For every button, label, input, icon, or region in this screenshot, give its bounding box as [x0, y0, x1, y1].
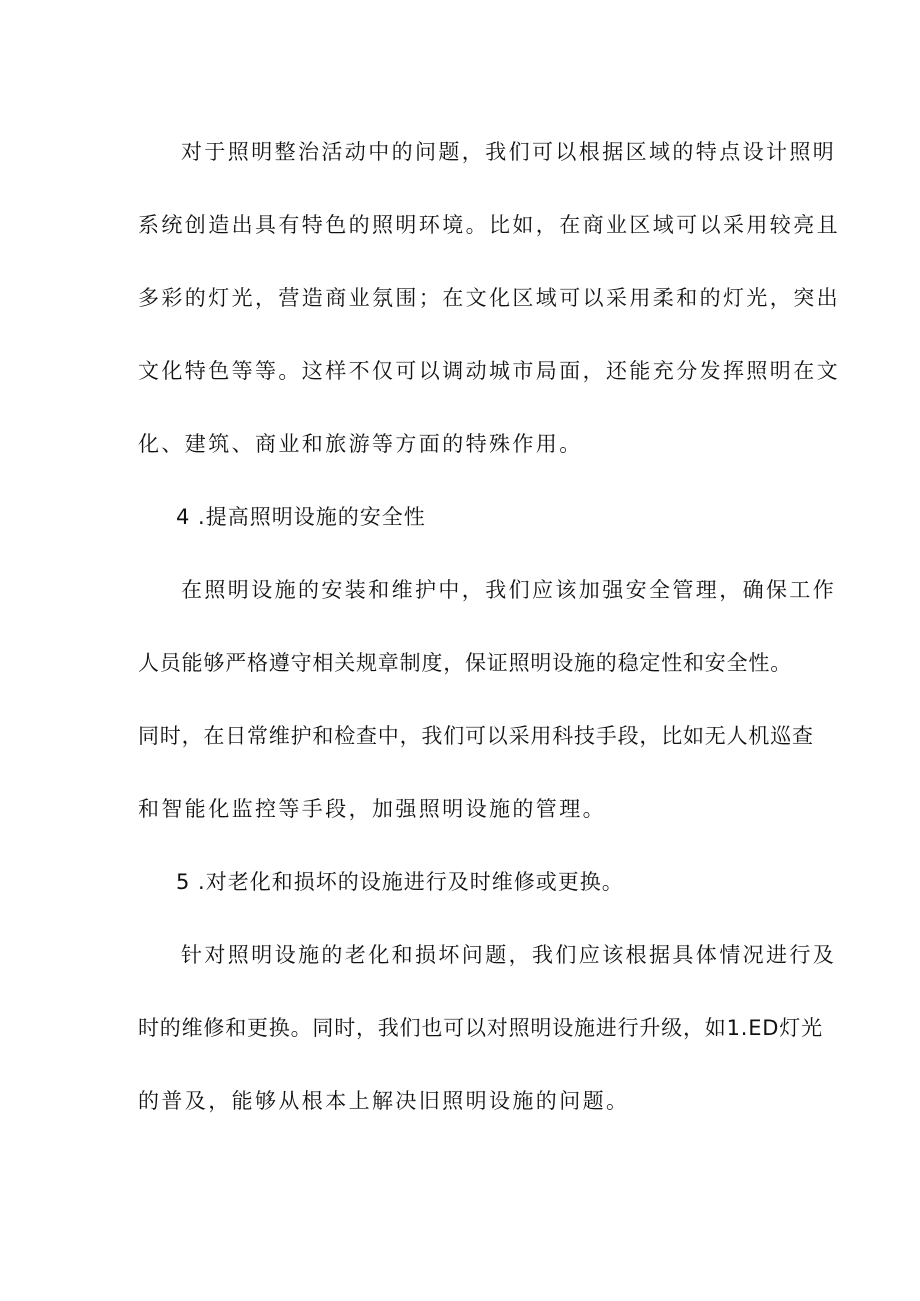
paragraph-line: 系统创造出具有特色的照明环境。比如，在商业区域可以采用较亮且: [138, 213, 840, 237]
paragraph-line: 多彩的灯光，营造商业氛围；在文化区域可以采用柔和的灯光，突出: [138, 286, 840, 310]
paragraph-line: 和智能化监控等手段，加强照明设施的管理。: [138, 797, 606, 821]
paragraph-line: 人员能够严格遵守相关规章制度，保证照明设施的稳定性和安全性。: [138, 651, 792, 675]
paragraph-line: 同时，在日常维护和检查中，我们可以采用科技手段，比如无人机巡查: [138, 724, 814, 748]
paragraph-line: 针对照明设施的老化和损坏问题，我们应该根据具体情况进行及: [181, 943, 837, 967]
section-heading-4: 4 .提高照明设施的安全性: [176, 505, 426, 529]
paragraph-line: 在照明设施的安装和维护中，我们应该加强安全管理，确保工作: [181, 578, 837, 602]
document-body: [138, 140, 840, 1162]
paragraph-line: 时的维修和更换。同时，我们也可以对照明设施进行升级，如1.ED灯光: [138, 1016, 823, 1040]
paragraph-line: 对于照明整治活动中的问题，我们可以根据区域的特点设计照明: [181, 140, 837, 164]
section-heading-5: 5 .对老化和损坏的设施进行及时维修或更换。: [176, 870, 624, 894]
paragraph-line: 的普及，能够从根本上解决旧照明设施的问题。: [138, 1089, 630, 1113]
paragraph-line: 文化特色等等。这样不仅可以调动城市局面，还能充分发挥照明在文: [138, 359, 840, 383]
paragraph-line: 化、建筑、商业和旅游等方面的特殊作用。: [138, 432, 583, 456]
